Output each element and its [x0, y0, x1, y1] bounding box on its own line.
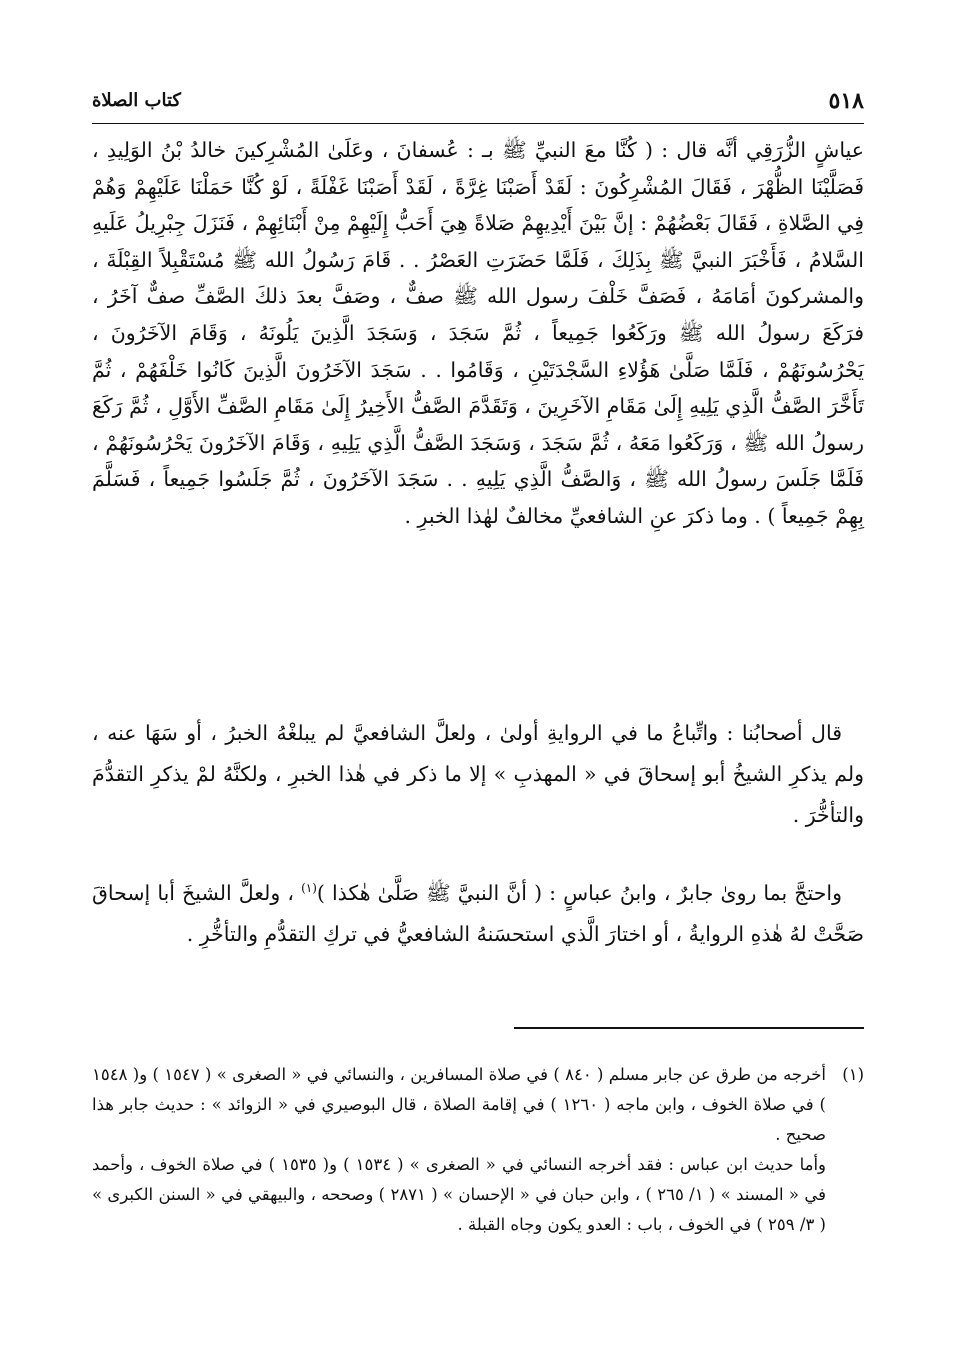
footnote-body — [92, 1060, 826, 1240]
running-header — [92, 88, 864, 120]
header-divider — [92, 123, 864, 124]
book-title: كتاب الصلاة — [92, 90, 181, 111]
footnote-reference[interactable]: (١) — [301, 881, 317, 896]
footnotes — [92, 1060, 864, 1240]
page-number: ٥١٨ — [828, 88, 864, 114]
paragraph-2-after-note: ، ولعلَّ الشيخَ أبا إسحاقَ صَحَّتْ لهُ هٰذهِ الروايةُ ، أو اختارَ الَّذي استحسَنهُ الشافعيُّ في تركِ التقدُّمِ والتأخُّرِ . — [92, 881, 864, 946]
footnote-divider — [514, 1027, 864, 1029]
footnote-line: أخرجه من طرق عن جابر مسلم ( ٨٤٠ ) في صلاة المسافرين ، والنسائي في « الصغرى » ( ١٥٤٧ ) و( ١٥٤٨ ) في صلاة الخوف ، وابن ماجه ( ١٢٦٠ ) في إقامة الصلاة ، قال البوصيري في « الزوائد » : حديث جابر هذا صحيح . — [92, 1065, 827, 1144]
paragraph-1-text: قال أصحابُنا : واتِّباعُ ما في الروايةِ أولىٰ ، ولعلَّ الشافعيَّ لم يبلغْهُ الخبرُ ، أو سَهَا عنه ، ولم يذكرِ الشيخُ أبو إسحاقَ في « المهذبِ » إلا ما ذكر في هٰذا الخبرِ ، ولكنَّهُ لمْ يذكرِ التقدُّمَ والتأخُّرَ . — [92, 721, 864, 827]
paragraph-2-text — [92, 873, 864, 955]
footnote-marker: (١) — [842, 1065, 864, 1084]
commentary-paragraph-1 — [92, 713, 864, 836]
hadith-text: عياشٍ الزُّرَقِي أنَّه قال : ( كُنَّا معَ النبيِّ ﷺ بـ : عُسفانَ ، وعَلَىٰ المُشْرِكينَ خالدُ بْنُ الوَلِيدِ ، فَصَلَّيْنَا الظُّهْرَ ، فَقَالَ المُشْرِكُونَ : لَقَدْ أَصَبْنَا غِرَّةً ، لَقَدْ أَصَبْنَا غَفْلَةً ، لَوْ كُنَّا حَمَلْنَا عَلَيْهِمْ وَهُمْ فِي الصَّلاةِ ، فَقَالَ بَعْضُهُمْ : إنَّ بَيْنَ أَيْدِيهِمْ صَلاةً هِيَ أَحَبُّ إِلَيْهِمْ مِنْ أَبْنَائِهِمْ ، فَنَزَلَ جِبْرِيلُ عَلَيهِ السَّلامُ ، فَأَخْبَرَ النبيَّ ﷺ بِذَلِكَ ، فَلَمَّا حَضَرَتِ العَصْرُ . . قَامَ رَسُولُ الله ﷺ مُسْتَقْبِلاً القِبْلَةَ ، والمشركونَ أمَامَهُ ، فَصَفَّ خَلْفَ رسول الله ﷺ صفٌّ ، وصَفَّ بعدَ ذلكَ الصَّفِّ صفٌّ آخَرُ ، فرَكَعَ رسولُ الله ﷺ ورَكَعُوا جَمِيعاً ، ثُمَّ سَجَدَ ، وَسَجَدَ الَّذِينَ يَلُونَهُ ، وَقَامَ الآخَرُونَ ، يَحْرُسُونَهُمْ ، فَلَمَّا صَلَّىٰ هَؤُلاءِ السَّجْدَتَيْنِ ، وَقَامُوا . . سَجَدَ الآخَرُونَ الَّذِينَ كَانُوا خَلْفَهُمْ ، ثُمَّ تَأَخَّرَ الصَّفُّ الَّذِي يَلِيهِ إِلَىٰ مَقَامِ الآخَرِينَ ، وَتَقَدَّمَ الصَّفُّ الأَخِيرُ إِلَىٰ مَقَامِ الصَّفِّ الأَوَّلِ ، ثُمَّ رَكَعَ رسولُ الله ﷺ ، وَرَكَعُوا مَعَهُ ، ثُمَّ سَجَدَ ، وَسَجَدَ الصَّفُّ الَّذِي يَلِيهِ ، وَقَامَ الآخَرُونَ يَحْرُسُونَهُمْ ، فَلَمَّا جَلَسَ رسولُ الله ﷺ ، وَالصَّفُّ الَّذِي يَلِيهِ . . سَجَدَ الآخَرُونَ ، ثُمَّ جَلَسُوا جَمِيعاً ، فَسَلَّمَ بِهِمْ جَمِيعاً ) . وما ذكرَ عنِ الشافعيِّ مخالفٌ لهٰذا الخبرِ . — [92, 138, 864, 528]
footnote-line: وأما حديث ابن عباس : فقد أخرجه النسائي في « الصغرى » ( ١٥٣٤ ) و( ١٥٣٥ ) في صلاة الخوف ، وأحمد في « المسند » ( ١/ ٢٦٥ ) ، وابن حبان في « الإحسان » ( ٢٨٧١ ) وصححه ، والبيهقي في « السنن الكبرى » ( ٣/ ٢٥٩ ) في الخوف ، باب : العدو يكون وجاه القبلة . — [92, 1155, 827, 1234]
hadith-paragraph — [92, 132, 864, 535]
commentary-paragraph-2 — [92, 873, 864, 955]
footnote-item — [92, 1060, 864, 1240]
paragraph-2-before-note: واحتجَّ بما روىٰ جابرٌ ، وابنُ عباسٍ : ( أنَّ النبيَّ ﷺ صَلَّىٰ هٰكذا ) — [316, 881, 842, 905]
